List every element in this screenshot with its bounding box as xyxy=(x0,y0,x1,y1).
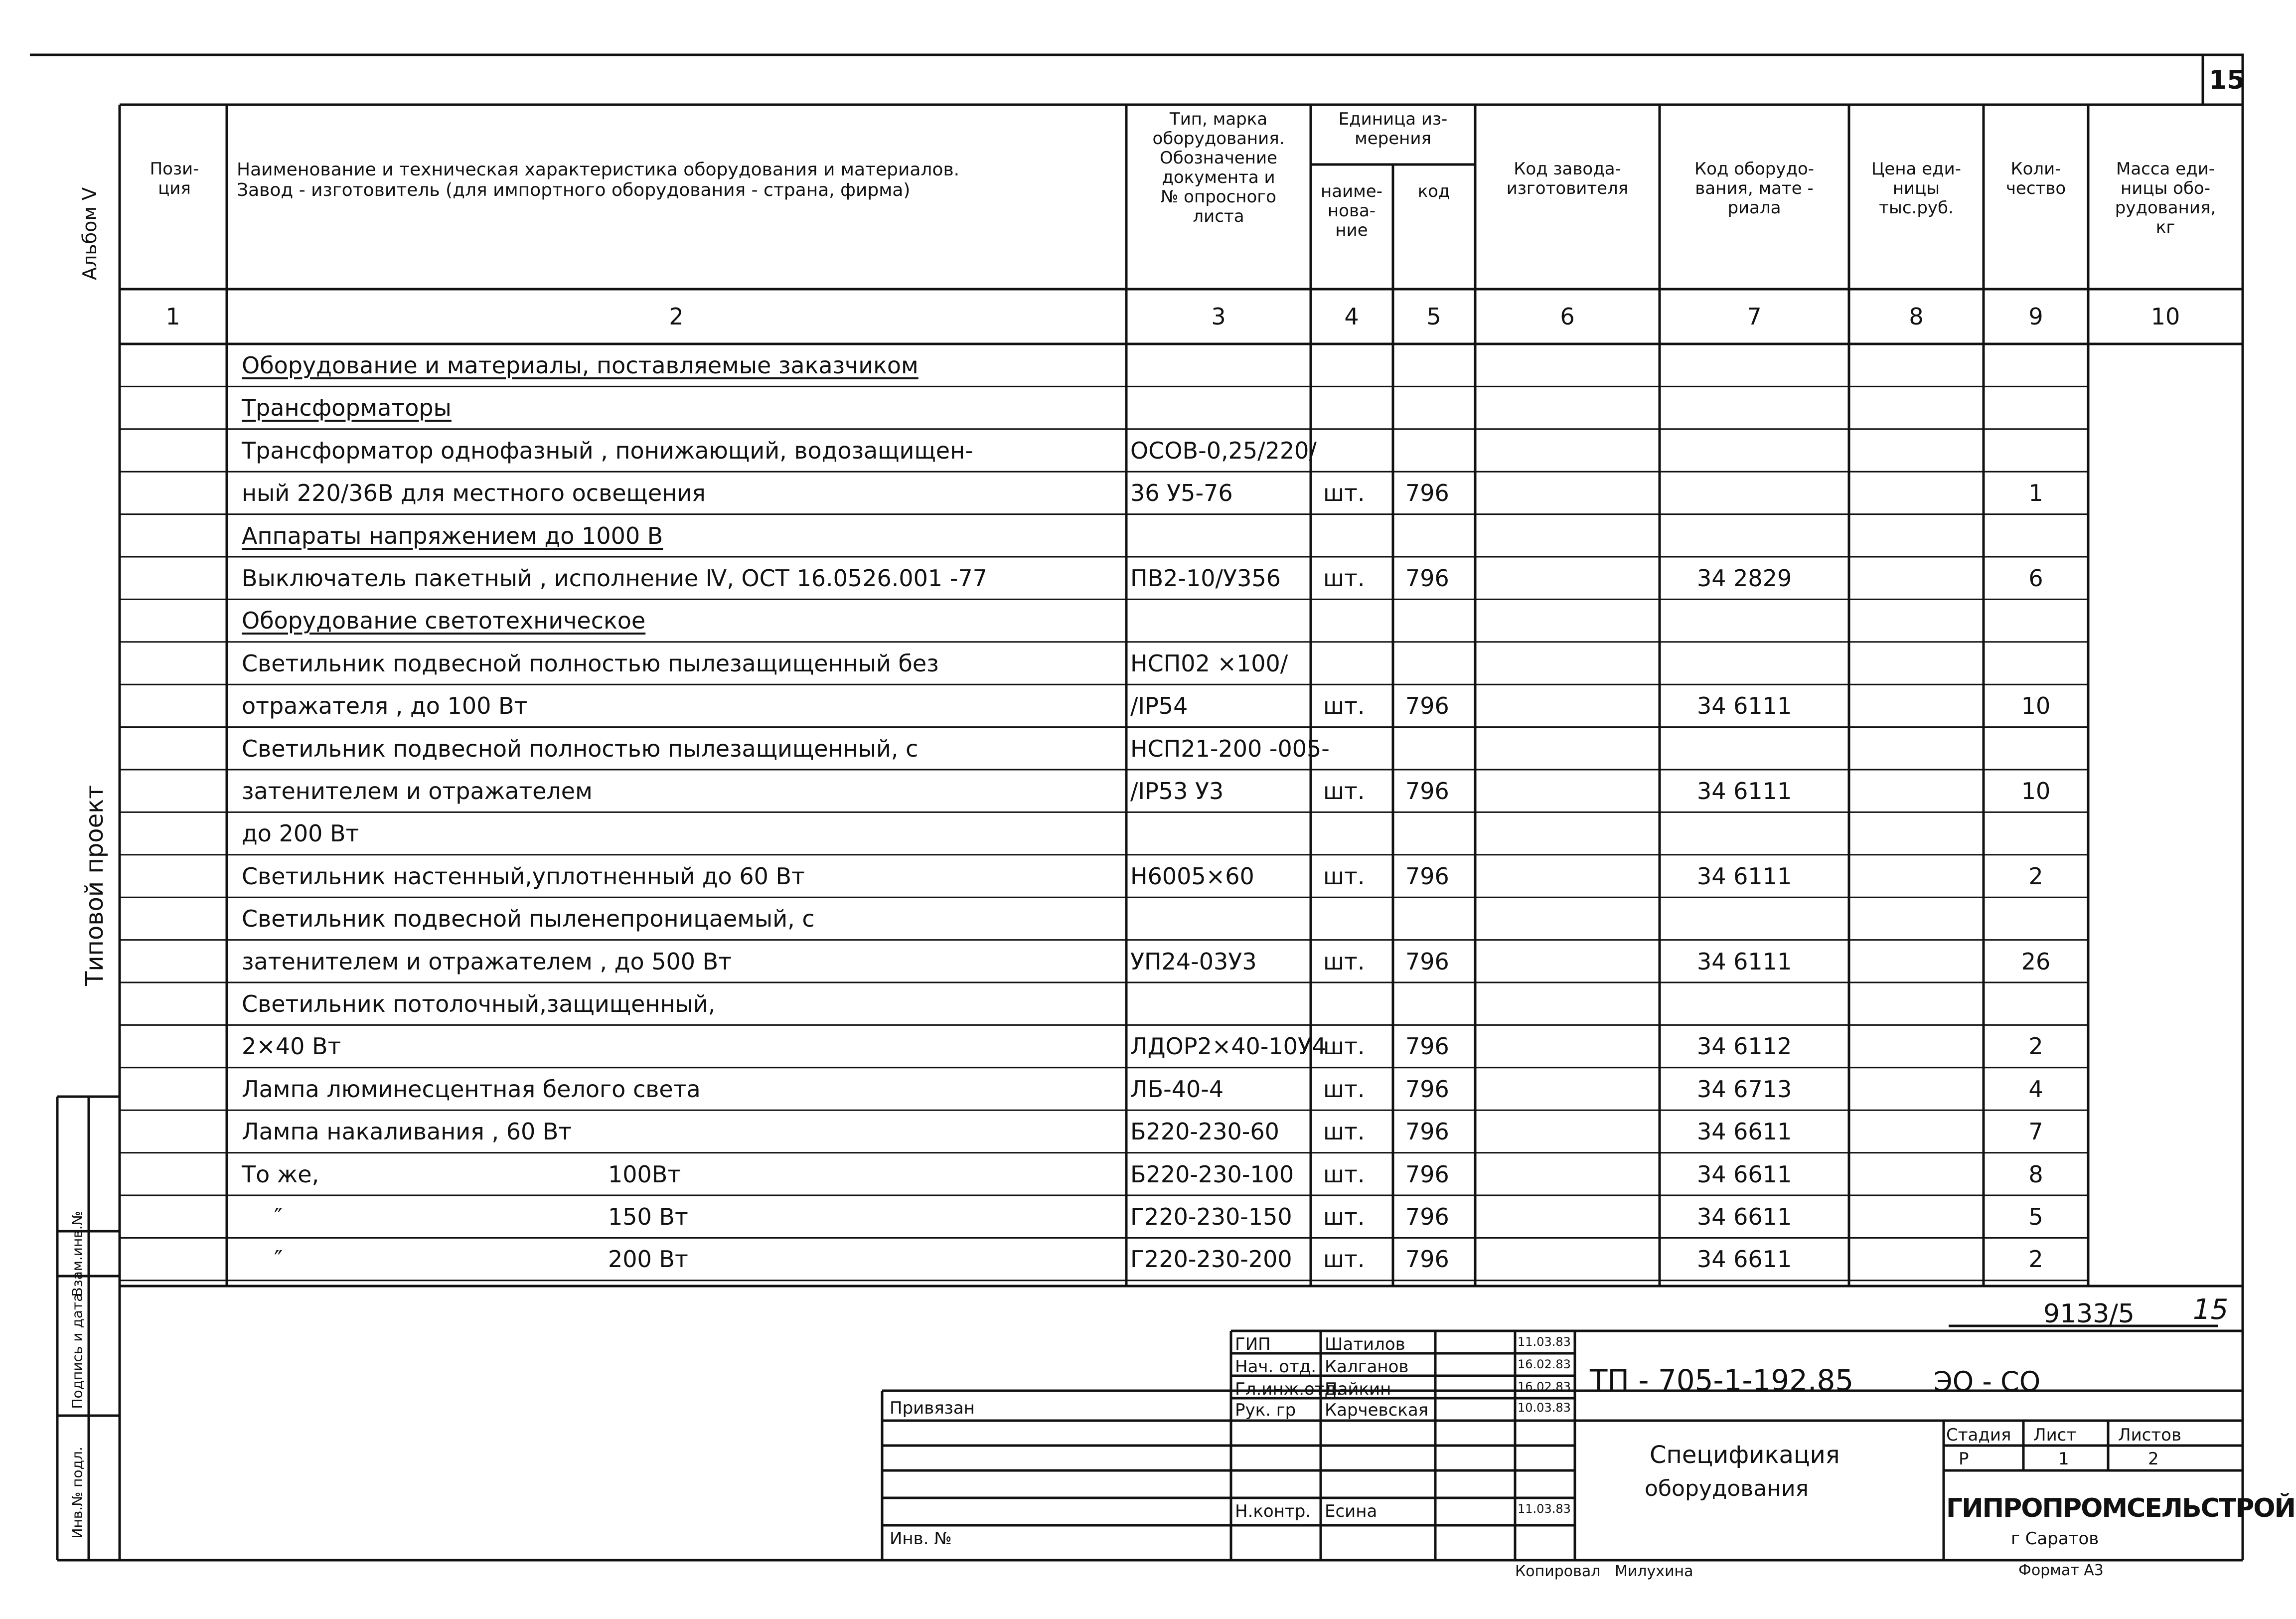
row-equipment-code: 34 6111 xyxy=(1697,948,1792,975)
row-name: Трансформаторы xyxy=(242,394,452,422)
row-code: 796 xyxy=(1405,1160,1449,1188)
title-name: Калганов xyxy=(1325,1357,1409,1377)
city: г Саратов xyxy=(2011,1529,2099,1549)
row-unit: шт. xyxy=(1323,1160,1365,1188)
title-name: Шатилов xyxy=(1325,1334,1405,1354)
row-quantity: 8 xyxy=(2028,1160,2043,1188)
row-type: Н6005×60 xyxy=(1130,862,1254,890)
title-date: 11.03.83 xyxy=(1518,1335,1571,1349)
row-name: Аппараты напряжением до 1000 В xyxy=(242,522,663,549)
list-label: Лист xyxy=(2033,1425,2077,1445)
row-unit: шт. xyxy=(1323,948,1365,975)
row-code: 796 xyxy=(1405,778,1449,805)
header-position: Пози- ция xyxy=(150,159,199,199)
header-price: Цена еди- ницы тыс.руб. xyxy=(1871,159,1961,218)
doc-code: ЭО - СО xyxy=(1934,1366,2041,1397)
lists-label: Листов xyxy=(2118,1425,2182,1445)
row-type: УП24-03У3 xyxy=(1130,948,1257,975)
album-label: Альбом Ⅴ xyxy=(79,187,101,280)
row-name: Оборудование светотехническое xyxy=(242,607,646,635)
row-name: Светильник потолочный,защищенный, xyxy=(242,990,716,1017)
column-number: 3 xyxy=(1211,303,1226,330)
title-role: Н.контр. xyxy=(1235,1501,1311,1521)
row-code: 796 xyxy=(1405,1075,1449,1103)
row-type: НСП02 ×100/ xyxy=(1130,649,1288,677)
row-type: Б220-230-100 xyxy=(1130,1160,1294,1188)
project-code: ТП - 705-1-192.85 xyxy=(1590,1363,1854,1397)
row-type: ОСОВ-0,25/220/ xyxy=(1130,437,1317,464)
row-equipment-code: 34 2829 xyxy=(1697,565,1792,592)
doc-title-2: оборудования xyxy=(1645,1476,1809,1501)
row-equipment-code: 34 6111 xyxy=(1697,692,1792,720)
copier-name: Милухина xyxy=(1615,1563,1693,1580)
title-role: ГИП xyxy=(1235,1334,1271,1354)
row-type: Г220-230-200 xyxy=(1130,1246,1292,1273)
row-name: Светильник настенный,уплотненный до 60 Вт xyxy=(242,862,805,890)
row-type: Б220-230-60 xyxy=(1130,1118,1279,1145)
row-type: /IP54 xyxy=(1130,692,1188,720)
title-name: Пайкин xyxy=(1325,1379,1391,1399)
row-type: НСП21-200 -005- xyxy=(1130,735,1330,762)
column-number: 6 xyxy=(1560,303,1575,330)
row-type: ЛДОР2×40-10У4 xyxy=(1130,1033,1327,1060)
row-unit: шт. xyxy=(1323,692,1365,720)
row-code: 796 xyxy=(1405,692,1449,720)
row-equipment-code: 34 6611 xyxy=(1697,1246,1792,1273)
row-equipment-code: 34 6111 xyxy=(1697,778,1792,805)
header-unit-name: наиме- нова- ние xyxy=(1321,181,1382,241)
column-number: 2 xyxy=(669,303,684,330)
row-unit: шт. xyxy=(1323,1246,1365,1273)
sheet-number-top: 15 xyxy=(2209,65,2245,95)
header-type: Тип, марка оборудования. Обозначение документа и № опросного листа xyxy=(1152,109,1285,227)
row-unit: шт. xyxy=(1323,1033,1365,1060)
column-number: 8 xyxy=(1909,303,1924,330)
row-code: 796 xyxy=(1405,1033,1449,1060)
column-number: 9 xyxy=(2028,303,2043,330)
row-name: ″ xyxy=(274,1203,283,1230)
row-name: Оборудование и материалы, поставляемые заказчиком xyxy=(242,352,918,379)
row-unit: шт. xyxy=(1323,1075,1365,1103)
row-quantity: 5 xyxy=(2028,1203,2043,1230)
row-equipment-code: 34 6112 xyxy=(1697,1033,1792,1060)
row-name: отражателя , до 100 Вт xyxy=(242,692,528,720)
row-quantity: 1 xyxy=(2028,480,2043,507)
row-type: ЛБ-40-4 xyxy=(1130,1075,1224,1103)
copied-label: Копировал xyxy=(1515,1563,1601,1580)
row-quantity: 2 xyxy=(2028,1246,2043,1273)
row-name: ный 220/36В для местного освещения xyxy=(242,480,706,507)
row-name: Светильник подвесной пыленепроницаемый, с xyxy=(242,905,815,933)
row-unit: шт. xyxy=(1323,565,1365,592)
title-date: 10.03.83 xyxy=(1518,1401,1571,1415)
row-name: затенителем и отражателем xyxy=(242,778,593,805)
row-quantity: 4 xyxy=(2028,1075,2043,1103)
row-equipment-code: 34 6713 xyxy=(1697,1075,1792,1103)
row-type: ПВ2-10/У356 xyxy=(1130,565,1281,592)
row-code: 796 xyxy=(1405,1118,1449,1145)
row-quantity: 6 xyxy=(2028,565,2043,592)
header-quantity: Коли- чество xyxy=(2005,159,2066,199)
row-unit: шт. xyxy=(1323,480,1365,507)
row-equipment-code: 34 6111 xyxy=(1697,862,1792,890)
row-name: затенителем и отражателем , до 500 Вт xyxy=(242,948,732,975)
row-name: до 200 Вт xyxy=(242,820,359,847)
row-name: Лампа люминесцентная белого света xyxy=(242,1075,701,1103)
row-name: То же, xyxy=(242,1160,319,1188)
row-code: 796 xyxy=(1405,862,1449,890)
privyazan-label: Привязан xyxy=(890,1398,975,1418)
vzam-inv-label: Взам.инв.№ xyxy=(69,1211,86,1297)
row-quantity: 10 xyxy=(2021,692,2051,720)
row-name: ″ xyxy=(274,1246,283,1273)
row-type: Г220-230-150 xyxy=(1130,1203,1292,1230)
row-quantity: 26 xyxy=(2021,948,2051,975)
row-type: /IP53 У3 xyxy=(1130,778,1224,805)
doc-number: 9133/5 xyxy=(2043,1299,2135,1329)
column-number: 1 xyxy=(165,303,180,330)
header-unit-code: код xyxy=(1417,181,1450,201)
title-role: Рук. гр xyxy=(1235,1400,1296,1420)
column-number: 5 xyxy=(1426,303,1441,330)
title-date: 11.03.83 xyxy=(1518,1502,1571,1516)
inv-no-label: Инв. № xyxy=(890,1529,952,1549)
row-code: 796 xyxy=(1405,948,1449,975)
column-number: 10 xyxy=(2150,303,2180,330)
row-quantity: 10 xyxy=(2021,778,2051,805)
sheet-number: 15 xyxy=(2193,1294,2229,1326)
row-name: Лампа накаливания , 60 Вт xyxy=(242,1118,572,1145)
row-unit: шт. xyxy=(1323,1203,1365,1230)
row-quantity: 2 xyxy=(2028,1033,2043,1060)
organization: ГИПРОПРОМСЕЛЬСТРОЙ xyxy=(1946,1493,2296,1523)
header-factory-code: Код завода- изготовителя xyxy=(1506,159,1629,199)
inv-podl-label: Инв.№ подл. xyxy=(69,1447,86,1539)
row-code: 796 xyxy=(1405,480,1449,507)
title-date: 16.02.83 xyxy=(1518,1380,1571,1394)
row-unit: шт. xyxy=(1323,862,1365,890)
title-name: Карчевская xyxy=(1325,1400,1429,1420)
row-type: 36 У5-76 xyxy=(1130,480,1233,507)
column-number: 4 xyxy=(1344,303,1359,330)
doc-title-1: Спецификация xyxy=(1650,1441,1840,1469)
row-name-suffix: 150 Вт xyxy=(608,1203,688,1230)
list-value: 1 xyxy=(2058,1449,2069,1469)
row-name: Выключатель пакетный , исполнение Ⅳ, ОСТ 16.0526.001 -77 xyxy=(242,565,987,592)
row-unit: шт. xyxy=(1323,778,1365,805)
row-equipment-code: 34 6611 xyxy=(1697,1160,1792,1188)
header-unit: Единица из- мерения xyxy=(1338,109,1448,149)
row-name: Светильник подвесной полностью пылезащищенный, с xyxy=(242,735,918,762)
row-name: Трансформатор однофазный , понижающий, водозащищен- xyxy=(242,437,973,464)
sign-date-label: Подпись и дата xyxy=(69,1293,86,1409)
stage-value: Р xyxy=(1959,1449,1969,1469)
row-code: 796 xyxy=(1405,1246,1449,1273)
title-date: 16.02.83 xyxy=(1518,1357,1571,1371)
row-code: 796 xyxy=(1405,1203,1449,1230)
row-name-suffix: 200 Вт xyxy=(608,1246,688,1273)
format-label: Формат А3 xyxy=(2018,1562,2104,1579)
stage-label: Стадия xyxy=(1946,1425,2011,1445)
row-name-suffix: 100Вт xyxy=(608,1160,681,1188)
row-quantity: 2 xyxy=(2028,862,2043,890)
row-name: Светильник подвесной полностью пылезащищенный без xyxy=(242,649,939,677)
row-name: 2×40 Вт xyxy=(242,1033,341,1060)
header-equipment-code: Код оборудо- вания, мате - риала xyxy=(1694,159,1815,218)
title-role: Гл.инж.отд. xyxy=(1235,1379,1342,1399)
project-label: Типовой проект xyxy=(81,785,109,986)
row-unit: шт. xyxy=(1323,1118,1365,1145)
lists-value: 2 xyxy=(2148,1449,2159,1469)
column-number: 7 xyxy=(1747,303,1762,330)
title-name: Есина xyxy=(1325,1501,1378,1521)
title-role: Нач. отд. xyxy=(1235,1357,1317,1377)
row-equipment-code: 34 6611 xyxy=(1697,1118,1792,1145)
row-equipment-code: 34 6611 xyxy=(1697,1203,1792,1230)
row-quantity: 7 xyxy=(2028,1118,2043,1145)
header-mass: Масса еди- ницы обо- рудования, кг xyxy=(2115,159,2216,238)
row-code: 796 xyxy=(1405,565,1449,592)
header-name: Наименование и техническая характеристика оборудования и материалов. Завод - изготовитель (для импортного оборудования - страна, фирма) xyxy=(237,160,960,201)
